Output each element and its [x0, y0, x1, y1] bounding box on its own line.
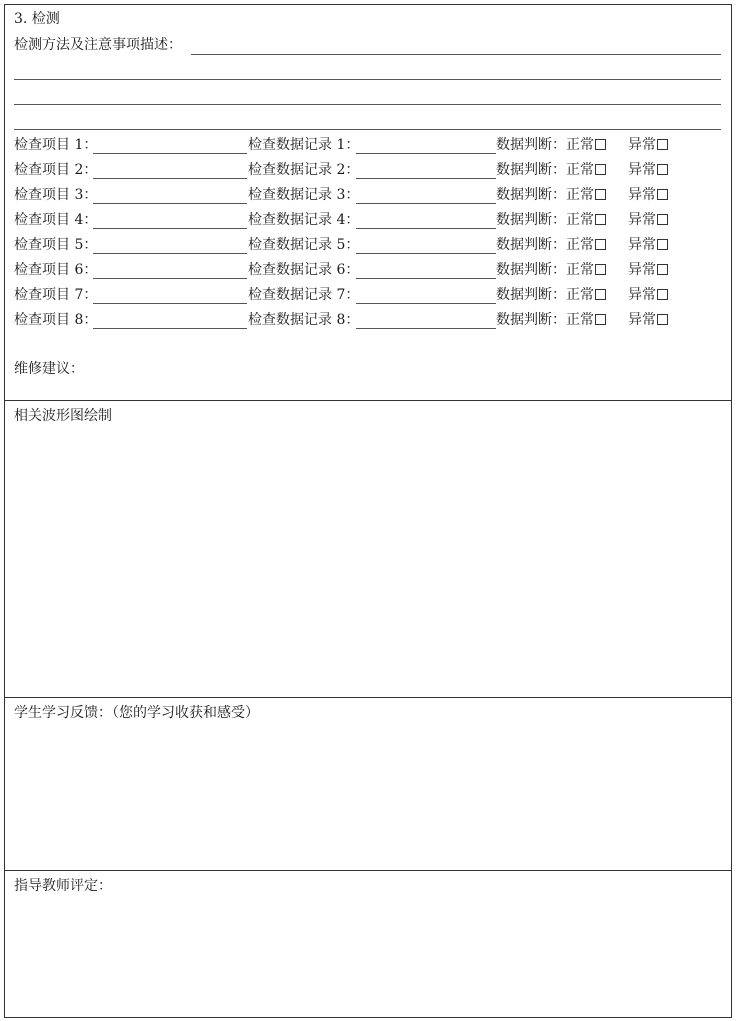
- abnormal-checkbox[interactable]: [657, 239, 668, 250]
- description-label: 检测方法及注意事项描述：: [14, 37, 182, 53]
- judge-label: 数据判断：正常: [496, 187, 594, 203]
- record-label: 检查数据记录 5：: [248, 237, 360, 253]
- judge-abnormal: [628, 261, 668, 279]
- item-label: 检查项目 1：: [14, 137, 98, 153]
- description-line-4[interactable]: [14, 129, 721, 130]
- record-blank[interactable]: [356, 228, 496, 229]
- normal-checkbox[interactable]: [595, 239, 606, 250]
- abnormal-checkbox[interactable]: [657, 189, 668, 200]
- description-line-3[interactable]: [14, 104, 721, 105]
- inspection-row-5: [14, 236, 724, 261]
- judge-normal: [496, 211, 606, 229]
- record-label: 检查数据记录 3：: [248, 187, 360, 203]
- record-label: 检查数据记录 1：: [248, 137, 360, 153]
- judge-label: 数据判断：正常: [496, 312, 594, 328]
- abnormal-checkbox[interactable]: [657, 139, 668, 150]
- abnormal-label: 异常: [628, 237, 656, 253]
- record-blank[interactable]: [356, 328, 496, 329]
- record-blank[interactable]: [356, 178, 496, 179]
- record-blank[interactable]: [356, 303, 496, 304]
- abnormal-label: 异常: [628, 162, 656, 178]
- item-label: 检查项目 6：: [14, 262, 98, 278]
- inspection-row-2: [14, 161, 724, 186]
- judge-normal: [496, 186, 606, 204]
- judge-normal: [496, 261, 606, 279]
- judge-normal: [496, 236, 606, 254]
- record-label: 检查数据记录 4：: [248, 212, 360, 228]
- record-label: 检查数据记录 6：: [248, 262, 360, 278]
- abnormal-checkbox[interactable]: [657, 314, 668, 325]
- judge-label: 数据判断：正常: [496, 262, 594, 278]
- feedback-label: 学生学习反馈：（您的学习收获和感受）: [14, 705, 259, 721]
- teacher-evaluation-section[interactable]: [5, 870, 731, 1018]
- teacher-evaluation-label: 指导教师评定：: [14, 878, 112, 894]
- record-label: 检查数据记录 7：: [248, 287, 360, 303]
- item-blank[interactable]: [93, 153, 247, 154]
- item-blank[interactable]: [93, 253, 247, 254]
- worksheet-frame: [4, 4, 732, 1018]
- abnormal-label: 异常: [628, 287, 656, 303]
- description-line-2[interactable]: [14, 79, 721, 80]
- judge-label: 数据判断：正常: [496, 137, 594, 153]
- inspection-row-1: [14, 136, 724, 161]
- inspection-row-8: [14, 311, 724, 336]
- description-line-1[interactable]: [191, 54, 721, 55]
- judge-abnormal: [628, 161, 668, 179]
- inspection-rows: [14, 136, 724, 336]
- normal-checkbox[interactable]: [595, 164, 606, 175]
- item-blank[interactable]: [93, 203, 247, 204]
- item-blank[interactable]: [93, 178, 247, 179]
- inspection-row-4: [14, 211, 724, 236]
- judge-abnormal: [628, 136, 668, 154]
- item-blank[interactable]: [93, 278, 247, 279]
- abnormal-checkbox[interactable]: [657, 164, 668, 175]
- item-label: 检查项目 3：: [14, 187, 98, 203]
- normal-checkbox[interactable]: [595, 189, 606, 200]
- record-blank[interactable]: [356, 203, 496, 204]
- record-blank[interactable]: [356, 153, 496, 154]
- record-blank[interactable]: [356, 278, 496, 279]
- item-blank[interactable]: [93, 228, 247, 229]
- waveform-label: 相关波形图绘制: [14, 408, 112, 424]
- abnormal-checkbox[interactable]: [657, 289, 668, 300]
- normal-checkbox[interactable]: [595, 139, 606, 150]
- waveform-section[interactable]: [5, 400, 731, 697]
- item-label: 检查项目 8：: [14, 312, 98, 328]
- inspection-row-7: [14, 286, 724, 311]
- item-blank[interactable]: [93, 303, 247, 304]
- judge-label: 数据判断：正常: [496, 162, 594, 178]
- abnormal-label: 异常: [628, 137, 656, 153]
- record-label: 检查数据记录 2：: [248, 162, 360, 178]
- normal-checkbox[interactable]: [595, 289, 606, 300]
- abnormal-label: 异常: [628, 262, 656, 278]
- abnormal-label: 异常: [628, 187, 656, 203]
- item-label: 检查项目 7：: [14, 287, 98, 303]
- judge-label: 数据判断：正常: [496, 287, 594, 303]
- record-label: 检查数据记录 8：: [248, 312, 360, 328]
- inspection-section: [5, 5, 731, 400]
- judge-abnormal: [628, 236, 668, 254]
- judge-label: 数据判断：正常: [496, 237, 594, 253]
- abnormal-checkbox[interactable]: [657, 214, 668, 225]
- item-label: 检查项目 2：: [14, 162, 98, 178]
- item-blank[interactable]: [93, 328, 247, 329]
- judge-normal: [496, 286, 606, 304]
- record-blank[interactable]: [356, 253, 496, 254]
- judge-label: 数据判断：正常: [496, 212, 594, 228]
- judge-normal: [496, 161, 606, 179]
- inspection-row-3: [14, 186, 724, 211]
- judge-abnormal: [628, 211, 668, 229]
- abnormal-label: 异常: [628, 212, 656, 228]
- judge-abnormal: [628, 286, 668, 304]
- abnormal-label: 异常: [628, 312, 656, 328]
- inspection-row-6: [14, 261, 724, 286]
- normal-checkbox[interactable]: [595, 314, 606, 325]
- normal-checkbox[interactable]: [595, 264, 606, 275]
- item-label: 检查项目 4：: [14, 212, 98, 228]
- section-title: 3. 检测: [14, 11, 60, 27]
- judge-abnormal: [628, 311, 668, 329]
- abnormal-checkbox[interactable]: [657, 264, 668, 275]
- judge-abnormal: [628, 186, 668, 204]
- judge-normal: [496, 311, 606, 329]
- normal-checkbox[interactable]: [595, 214, 606, 225]
- item-label: 检查项目 5：: [14, 237, 98, 253]
- judge-normal: [496, 136, 606, 154]
- feedback-section[interactable]: [5, 697, 731, 870]
- repair-advice-label: 维修建议：: [14, 361, 84, 377]
